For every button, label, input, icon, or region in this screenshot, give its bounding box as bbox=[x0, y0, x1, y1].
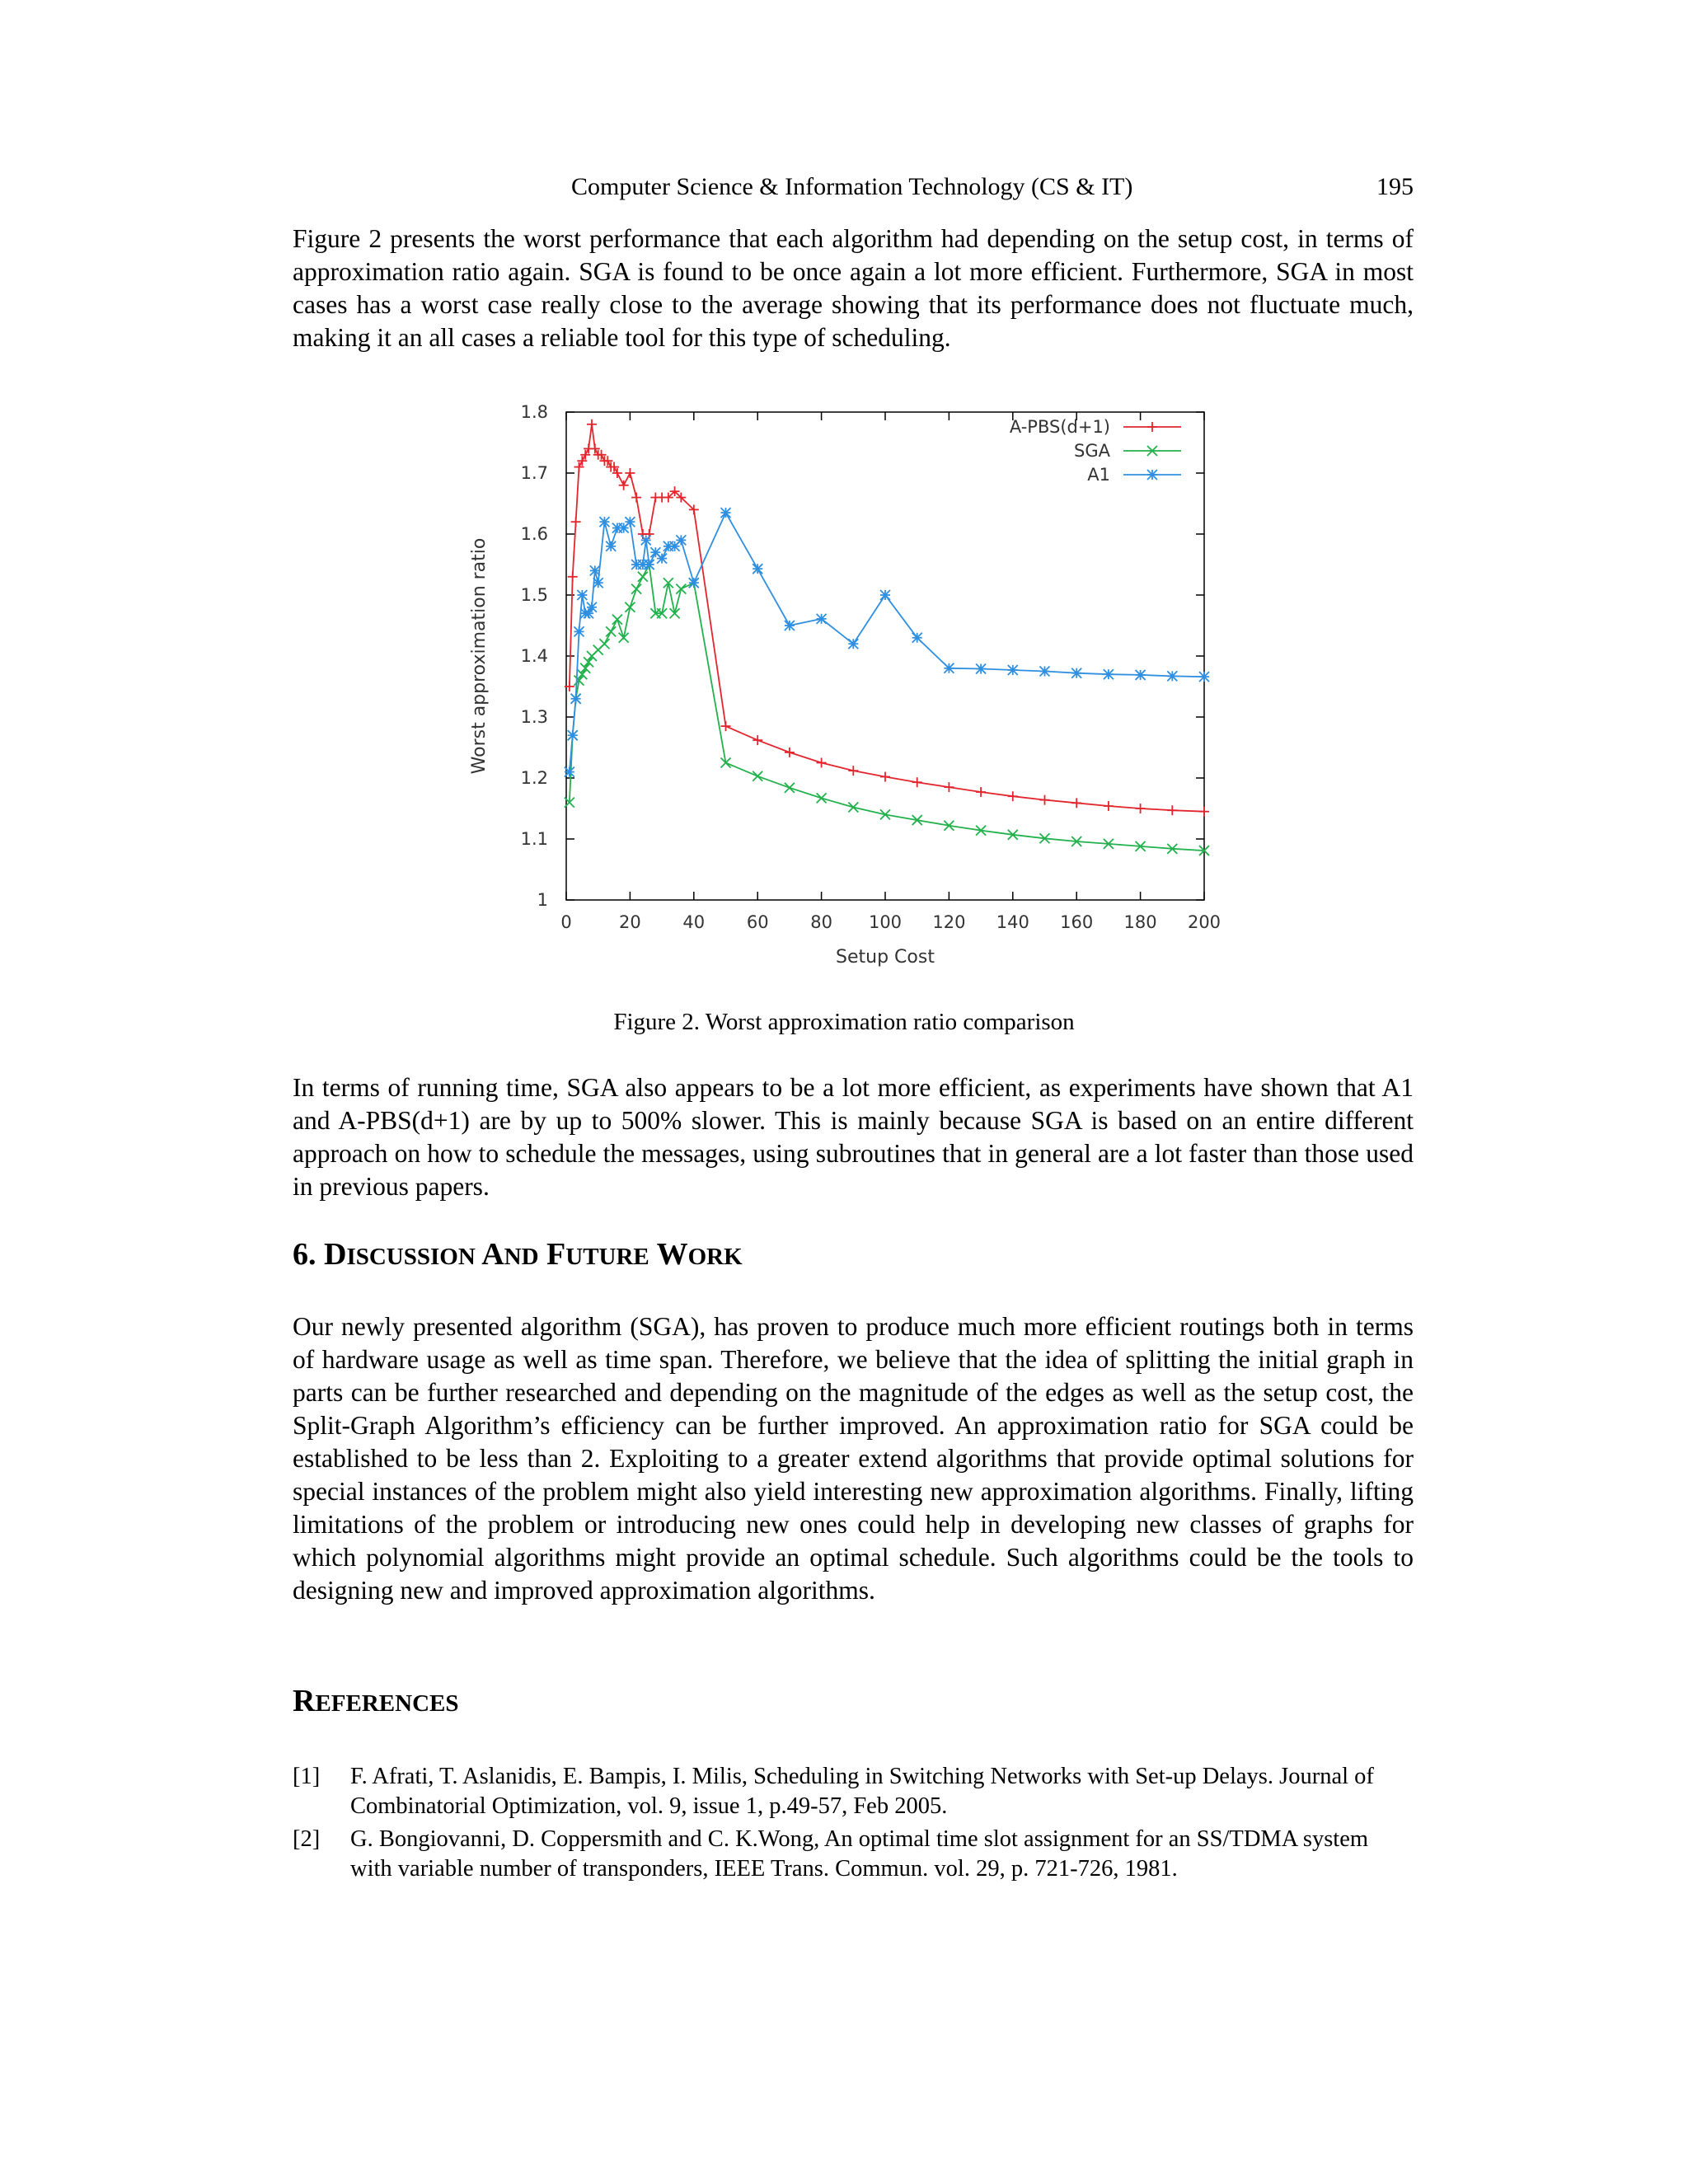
x-tick-label: 200 bbox=[1187, 912, 1221, 932]
heading-word-rest: UTURE bbox=[565, 1244, 649, 1270]
y-tick-label: 1.4 bbox=[520, 646, 548, 666]
legend-label: A-PBS(d+1) bbox=[1009, 417, 1110, 437]
y-tick-label: 1.7 bbox=[520, 463, 548, 483]
x-tick-label: 60 bbox=[746, 912, 769, 932]
heading-word: D bbox=[324, 1237, 347, 1272]
series-a-pbs-d-1- bbox=[565, 419, 1209, 817]
y-tick-label: 1.6 bbox=[520, 524, 548, 544]
reference-list bbox=[293, 1762, 1414, 1887]
series-line bbox=[570, 513, 1204, 772]
journal-title: Computer Science & Information Technology (CS & IT) bbox=[571, 173, 1133, 200]
plot-frame bbox=[566, 412, 1204, 900]
x-tick-label: 20 bbox=[619, 912, 641, 932]
heading-word-rest: EFERENCES bbox=[315, 1690, 459, 1717]
x-tick-label: 100 bbox=[868, 912, 903, 932]
x-tick-label: 120 bbox=[932, 912, 966, 932]
x-axis-label: Setup Cost bbox=[836, 947, 935, 968]
y-tick-label: 1.3 bbox=[520, 707, 548, 727]
reference-text: G. Bongiovanni, D. Coppersmith and C. K.Wong, An optimal time slot assignment for an SS/TDMA system with variable number of transponders, IEEE Trans. Commun. vol. 29, p. 721-726, 1981. bbox=[350, 1826, 1369, 1882]
y-tick-label: 1.5 bbox=[520, 585, 548, 605]
x-tick-label: 140 bbox=[996, 912, 1029, 932]
heading-word: R bbox=[293, 1684, 316, 1718]
y-tick-label: 1 bbox=[537, 890, 548, 910]
legend-label: SGA bbox=[1074, 441, 1110, 461]
paragraph-discussion: Our newly presented algorithm (SGA), has proven to produce much more efficient routings both in terms of hardware usage as well as time span. Therefore, we believe that the idea of splitting the initial graph in parts can be further researched and depending on the magnitude of the edges as well as the setup cost, the Split-Graph Algorithm’s efficiency can be further improved. An approximation ratio for SGA could be established to be less than 2. Exploiting to a greater extend algorithms that provide optimal solutions for special instances of the problem might also yield interesting new approximation algorithms. Finally, lifting limitations of the problem or introducing new ones could help in developing new classes of graphs for which polynomial algorithms might provide an optimal schedule. Such algorithms could be the tools to designing new and improved approximation algorithms. bbox=[293, 1312, 1414, 1605]
section-number: 6. bbox=[293, 1237, 324, 1272]
y-tick-label: 1.1 bbox=[520, 829, 548, 849]
reference-number: [2] bbox=[293, 1826, 321, 1852]
y-tick-label: 1.8 bbox=[520, 402, 548, 422]
heading-word: A bbox=[481, 1237, 504, 1272]
heading-word-rest: ISCUSSION bbox=[346, 1244, 476, 1270]
heading-word: F bbox=[546, 1237, 566, 1272]
reference-item bbox=[293, 1762, 1414, 1821]
heading-word-rest: ORK bbox=[687, 1244, 743, 1270]
y-tick-label: 1.2 bbox=[520, 768, 548, 788]
y-axis-label: Worst approximation ratio bbox=[469, 537, 490, 775]
reference-item bbox=[293, 1825, 1414, 1884]
reference-text: F. Afrati, T. Aslanidis, E. Bampis, I. Milis, Scheduling in Switching Networks with Set-up Delays. Journal of Combinatorial Optimization, vol. 9, issue 1, p.49-57, Feb 2005. bbox=[350, 1764, 1374, 1819]
x-tick-label: 160 bbox=[1060, 912, 1094, 932]
x-tick-label: 80 bbox=[810, 912, 832, 932]
page-number: 195 bbox=[1376, 173, 1414, 200]
paragraph-figure-discussion: Figure 2 presents the worst performance that each algorithm had depending on the setup cost, in terms of approximation ratio again. SGA is found to be once again a lot more efficient. Furthermore, SGA in most cases has a worst case really close to the average showing that its performance does not fluctuate much, making it an all cases a reliable tool for this type of scheduling. bbox=[293, 224, 1414, 352]
heading-word-rest: ND bbox=[504, 1244, 539, 1270]
legend bbox=[1010, 417, 1181, 485]
series-sga bbox=[565, 560, 1209, 855]
reference-number: [1] bbox=[293, 1764, 321, 1789]
section-heading-references bbox=[293, 1683, 459, 1719]
legend-label: A1 bbox=[1087, 465, 1110, 485]
heading-word: W bbox=[656, 1237, 688, 1272]
x-tick-label: 180 bbox=[1123, 912, 1157, 932]
x-tick-label: 40 bbox=[682, 912, 706, 932]
section-heading-discussion bbox=[293, 1236, 743, 1272]
series-a1 bbox=[565, 508, 1209, 777]
x-tick-label: 0 bbox=[560, 912, 572, 932]
paragraph-running-time: In terms of running time, SGA also appears to be a lot more efficient, as experiments have shown that A1 and A-PBS(d+1) are by up to 500% slower. This is mainly because SGA is based on an entire different approach on how to schedule the messages, using subroutines that in general are a lot faster than those used in previous papers. bbox=[293, 1073, 1414, 1201]
figure-caption: Figure 2. Worst approximation ratio comparison bbox=[613, 1009, 1075, 1035]
